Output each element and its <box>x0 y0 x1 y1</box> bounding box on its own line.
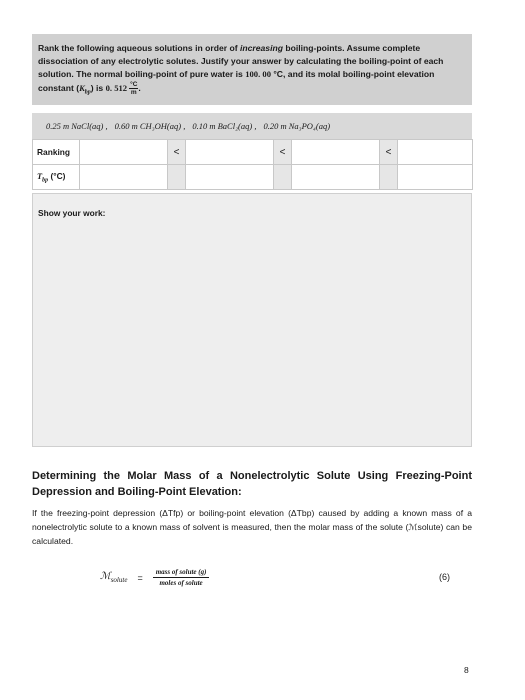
molar-mass-symbol: ℳ <box>100 571 111 582</box>
ranking-cell[interactable] <box>292 140 380 165</box>
blank-separator <box>168 165 186 190</box>
molar-mass-subscript: solute <box>110 576 128 584</box>
tbp-cell[interactable] <box>292 165 380 190</box>
ranking-cell[interactable] <box>186 140 274 165</box>
section-heading: Determining the Molar Mass of a Nonelectrolytic Solute Using Freezing-Point Depression and Boiling-Point Elevation: <box>32 470 472 498</box>
equals-sign: = <box>137 572 143 583</box>
less-than-separator: < <box>274 140 292 165</box>
unit-fraction <box>129 81 141 96</box>
work-area[interactable] <box>32 193 472 447</box>
solution-item: 0.60 m CH₃OH(aq) , <box>114 121 186 131</box>
molar-mass-equation <box>100 568 209 587</box>
question-text: ) is <box>90 82 106 93</box>
tbp-symbol: T <box>37 171 43 181</box>
ranking-label: Ranking <box>33 140 80 165</box>
work-label: Show your work: <box>38 208 106 218</box>
equation-lhs <box>100 571 127 584</box>
kbp-value: 0. 512 <box>105 82 128 93</box>
tbp-unit: (°C) <box>48 170 66 181</box>
boiling-point-value: 100. 00 <box>245 69 271 79</box>
tbp-cell[interactable] <box>398 165 473 190</box>
question-text: Rank the following aqueous solutions in order of <box>38 43 240 53</box>
section-body: If the freezing-point depression (ΔTfp) or boiling-point elevation (ΔTbp) caused by adding a known mass of a nonelectrolytic solute to a known mass of solvent is measured, then the molar mass of the solute (ℳsolute) can be calculated. <box>32 508 472 546</box>
equation-denominator: moles of solute <box>159 579 203 587</box>
question-prompt <box>32 34 472 105</box>
solution-item: 0.25 m NaCl(aq) , <box>46 121 108 131</box>
ranking-cell[interactable] <box>80 140 168 165</box>
blank-separator <box>380 165 398 190</box>
less-than-separator: < <box>380 140 398 165</box>
tbp-cell[interactable] <box>186 165 274 190</box>
blank-separator <box>274 165 292 190</box>
equation-fraction <box>153 568 210 587</box>
unit-denominator: m <box>130 89 137 96</box>
kbp-subscript: bp <box>84 89 91 96</box>
less-than-separator: < <box>168 140 186 165</box>
tbp-label <box>33 165 80 190</box>
question-text: °C, and its molal boiling-point elevation constant ( <box>38 69 435 93</box>
question-text: . <box>138 82 141 93</box>
page-number: 8 <box>464 665 469 675</box>
ranking-row <box>33 140 473 165</box>
tbp-cell[interactable] <box>80 165 168 190</box>
boiling-point-row <box>33 165 473 190</box>
ranking-cell[interactable] <box>398 140 473 165</box>
solutions-row <box>32 113 472 139</box>
solution-item: 0.20 m Na₃PO₄(aq) <box>263 121 331 131</box>
kbp-symbol: K <box>79 82 85 93</box>
ranking-table <box>32 139 473 190</box>
tbp-subscript: bp <box>42 177 49 184</box>
equation-number: (6) <box>439 572 450 582</box>
unit-numerator: °C <box>130 81 138 88</box>
question-text: boiling-points. Assume complete dissociation of any electrolytic solutes. Justify your answer by calculating the boiling-point of each solution. The normal boiling-point of pure water is <box>38 43 444 79</box>
solution-item: 0.10 m BaCl₂(aq) , <box>192 121 257 131</box>
equation-numerator: mass of solute (g) <box>153 568 210 578</box>
emphasis-text: increasing <box>239 43 283 53</box>
